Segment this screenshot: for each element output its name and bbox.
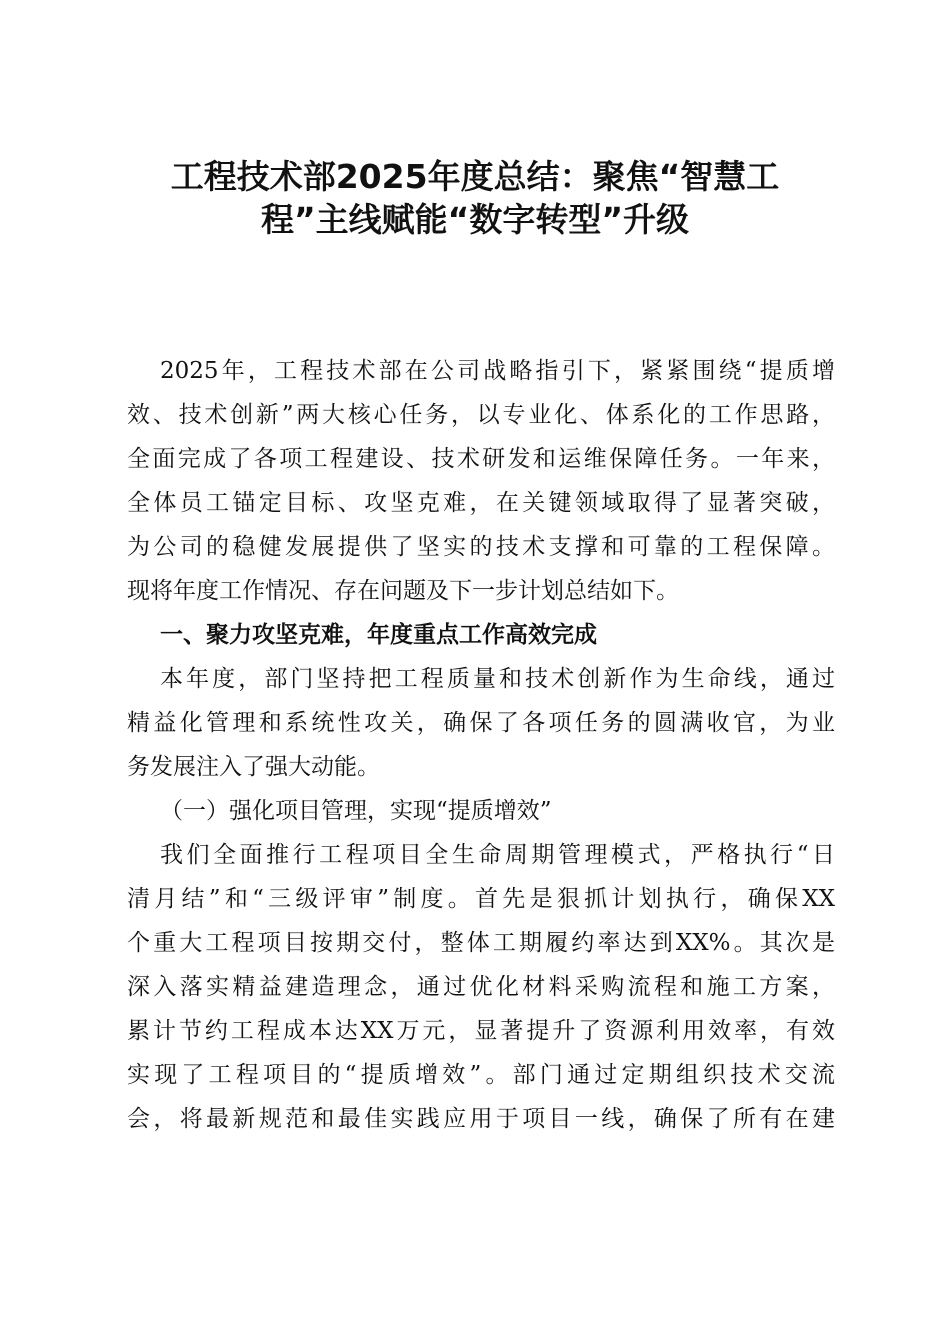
subsection-paragraph bbox=[127, 833, 835, 1141]
text-line: 为公司的稳健发展提供了坚实的技术支撑和可靠的工程保障。 bbox=[127, 534, 835, 560]
text-line: 深入落实精益建造理念，通过优化材料采购流程和施工方案， bbox=[127, 974, 835, 1000]
text-line: 全体员工锚定目标、攻坚克难，在关键领域取得了显著突破， bbox=[127, 490, 835, 516]
text-line: 个重大工程项目按期交付，整体工期履约率达到XX%。其次是 bbox=[127, 930, 835, 956]
text-line: 会，将最新规范和最佳实践应用于项目一线，确保了所有在建 bbox=[127, 1106, 835, 1132]
text-line: 2025年，工程技术部在公司战略指引下，紧紧围绕“提质增 bbox=[160, 358, 835, 384]
title-line-2: 程”主线赋能“数字转型”升级 bbox=[260, 200, 690, 239]
section-heading: 一、聚力攻坚克难，年度重点工作高效完成 bbox=[160, 622, 597, 648]
intro-paragraph bbox=[127, 349, 835, 613]
text-line: 精益化管理和系统性攻关，确保了各项任务的圆满收官，为业 bbox=[127, 710, 835, 736]
document-body bbox=[127, 349, 835, 1141]
section-paragraph bbox=[127, 657, 835, 789]
title-line-1: 工程技术部2025年度总结：聚焦“智慧工 bbox=[170, 157, 780, 196]
text-line: 现将年度工作情况、存在问题及下一步计划总结如下。 bbox=[127, 578, 679, 604]
text-line: 实现了工程项目的“提质增效”。部门通过定期组织技术交流 bbox=[127, 1062, 835, 1088]
subsection-heading: （一）强化项目管理，实现“提质增效” bbox=[160, 798, 552, 824]
text-line: 务发展注入了强大动能。 bbox=[127, 754, 380, 780]
text-line: 本年度，部门坚持把工程质量和技术创新作为生命线，通过 bbox=[160, 666, 835, 692]
document-title bbox=[100, 155, 850, 241]
text-line: 清月结”和“三级评审”制度。首先是狠抓计划执行，确保XX bbox=[127, 886, 835, 912]
text-line: 累计节约工程成本达XX万元，显著提升了资源利用效率，有效 bbox=[127, 1018, 835, 1044]
text-line: 全面完成了各项工程建设、技术研发和运维保障任务。一年来， bbox=[127, 446, 835, 472]
text-line: 效、技术创新”两大核心任务，以专业化、体系化的工作思路， bbox=[127, 402, 835, 428]
text-line: 我们全面推行工程项目全生命周期管理模式，严格执行“日 bbox=[160, 842, 835, 868]
